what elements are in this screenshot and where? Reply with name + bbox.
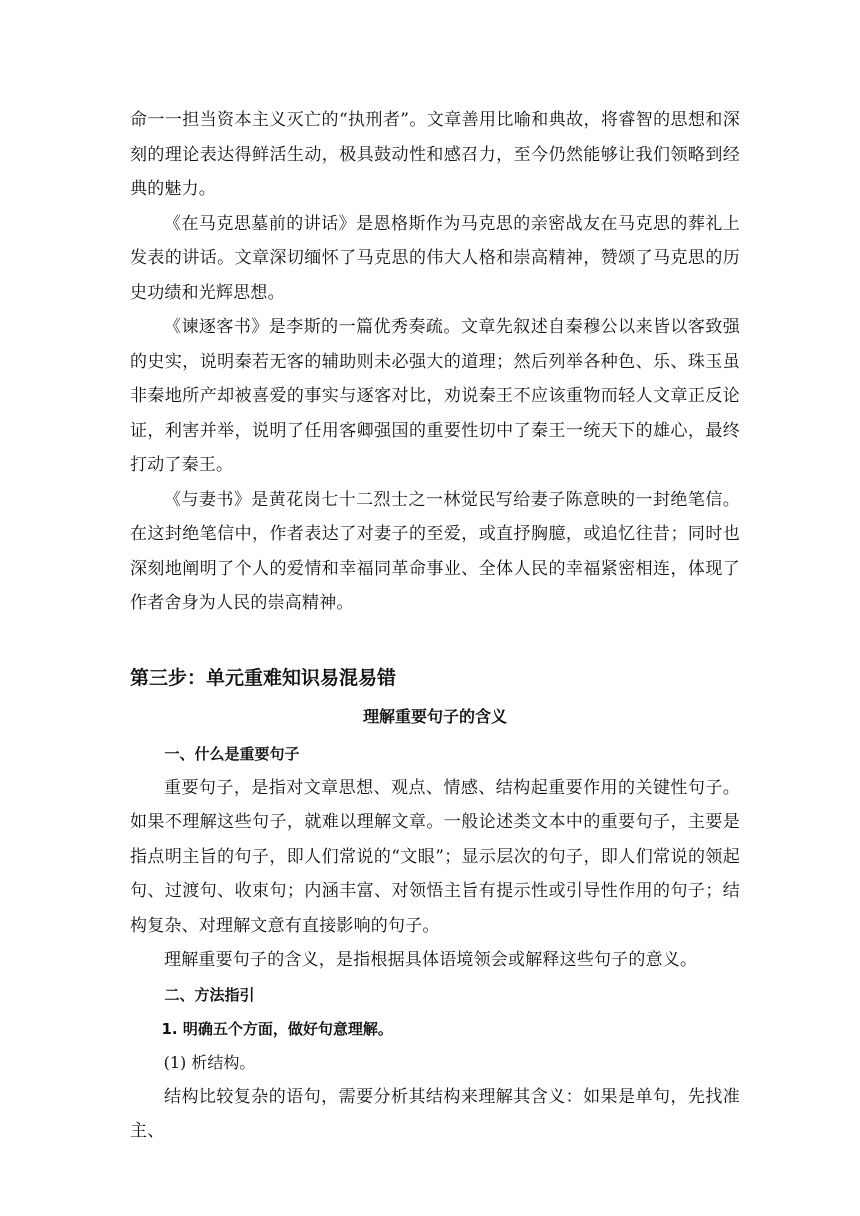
paragraph-structure-text: 结构比较复杂的语句，需要分析其结构来理解其含义：如果是单句，先找准主、: [130, 1086, 740, 1141]
paragraph-jianzhukeshu: 《谏逐客书》是李斯的一篇优秀奏疏。文章先叙述自秦穆公以来皆以客致强的史实，说明秦若无客的辅助则未必强大的道理；然后列举各种色、乐、珠玉虽非秦地所产却被喜爱的事实与逐客对比，劝说秦王不应该重物而轻人文章正反论证，利害并举，说明了任用客卿强国的重要性切中了秦王一统天下的雄心，最终打动了秦王。: [130, 317, 740, 475]
subheading-what-is-important-sentence: 一、什么是重要句子: [164, 744, 300, 763]
section-center-title: 理解重要句子的含义: [362, 706, 507, 726]
point-analyze-structure: (1) 析结构。: [163, 1052, 256, 1072]
point-five-aspects: 1. 明确五个方面，做好句意理解。: [161, 1019, 393, 1038]
subheading-method-guide: 二、方法指引: [164, 985, 255, 1004]
paragraph-understanding: 理解重要句子的含义，是指根据具体语境领会或解释这些句子的意义。: [164, 950, 698, 970]
paragraph-marx-eulogy: 《在马克思墓前的讲话》是恩格斯作为马克思的亲密战友在马克思的葬礼上发表的讲话。文章深切缅怀了马克思的伟大人格和崇高精神，赞颂了马克思的历史功绩和光辉思想。: [130, 213, 740, 303]
document-page: [130, 103, 740, 1149]
paragraph-continuation: 命一一担当资本主义灭亡的“执刑者”。文章善用比喻和典故，将睿智的思想和深刻的理论表达得鲜活生动，极具鼓动性和感召力，至今仍然能够让我们领略到经典的魅力。: [130, 110, 740, 199]
paragraph-yuqishu: 《与妻书》是黄花岗七十二烈士之一林觉民写给妻子陈意映的一封绝笔信。在这封绝笔信中，作者表达了对妻子的至爱，或直抒胸臆，或追忆往昔；同时也深刻地阐明了个人的爱情和幸福同革命事业、全体人民的幸福紧密相连，体现了作者舍身为人民的崇高精神。: [130, 489, 740, 613]
paragraph-definition: 重要句子，是指对文章思想、观点、情感、结构起重要作用的关键性句子。如果不理解这些句子，就难以理解文章。一般论述类文本中的重要句子，主要是指点明主旨的句子，即人们常说的“文眼”；显示层次的句子，即人们常说的领起句、过渡句、收束句；内涵丰富、对领悟主旨有提示性或引导性作用的句子；结构复杂、对理解文意有直接影响的句子。: [130, 777, 740, 936]
section-heading: 第三步：单元重难知识易混易错: [130, 666, 397, 689]
